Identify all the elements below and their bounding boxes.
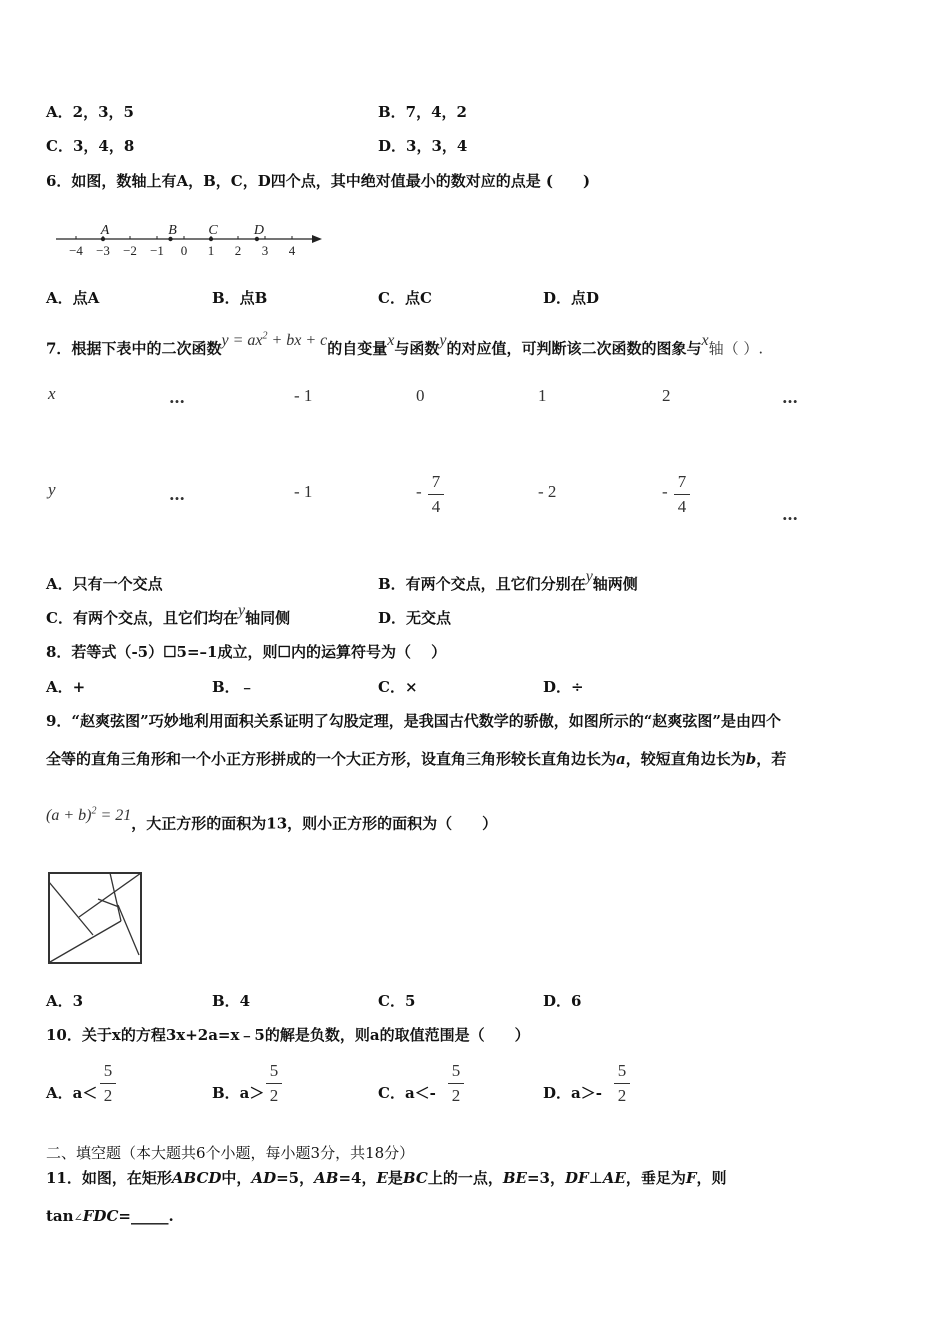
q7-stem-mid1: 的自变量	[327, 339, 388, 358]
q10-option-d: D．a＞-	[543, 1084, 602, 1102]
q9-stem-line1: 9．“赵爽弦图”巧妙地利用面积关系证明了勾股定理，是我国古代数学的骄傲，如图所示的“赵爽弦图”是由四个	[46, 712, 781, 730]
q5-option-b: B．7，4，2	[378, 103, 467, 121]
tick-label: −3	[96, 243, 110, 258]
q7-option-d: D．无交点	[378, 609, 452, 627]
q10-option-d-fraction: 5 2	[614, 1060, 630, 1107]
q7-x-cell: 1	[538, 386, 547, 405]
number-line-figure	[50, 218, 330, 264]
q7-y-frac-minus: -	[662, 482, 668, 501]
q5-option-c: C．3，4，8	[46, 137, 135, 155]
q7-y-cell: - 1	[294, 482, 313, 501]
tick-label: 2	[234, 243, 242, 258]
section-2-title: 二、填空题（本大题共6个小题，每小题3分，共18分）	[46, 1144, 415, 1162]
tick-label: −1	[150, 243, 164, 258]
q7-var-x2: x	[701, 332, 709, 350]
q8-option-b: B．﹣	[212, 678, 255, 696]
q8-option-d: D．÷	[543, 678, 584, 696]
q10-option-b: B．a＞	[212, 1084, 265, 1102]
tick-label: −2	[123, 243, 137, 258]
number-line-arrow	[312, 235, 322, 243]
q9-equation: $(a + b)^2 = 21$	[46, 806, 132, 825]
q7-var-x: x	[387, 332, 395, 350]
q6-option-a: A．点A	[46, 289, 100, 307]
q11-stem-line1: 11．如图，在矩形ABCD中，AD=5，AB=4，E是BC上的一点，BE=3，DF⊥AE，垂足为F，则	[46, 1169, 727, 1187]
q7-x-cell: …	[169, 388, 185, 407]
q7-y-cell: …	[169, 485, 185, 504]
q10-option-c: C．a＜-	[378, 1084, 436, 1102]
q9-option-c: C．5	[378, 992, 416, 1010]
q10-option-c-fraction: 5 2	[448, 1060, 464, 1107]
zhao-shuang-diagram	[46, 870, 144, 966]
tick-label: 3	[261, 243, 269, 258]
q7-row-x-label: x	[48, 384, 56, 403]
q6-option-c: C．点C	[378, 289, 432, 307]
q9-option-b: B．4	[212, 992, 251, 1010]
tick-label: 4	[288, 243, 296, 258]
q8-option-a: A．+	[46, 678, 86, 696]
point-label-b: B	[168, 223, 177, 238]
q7-stem-pre: 7．根据下表中的二次函数	[46, 339, 222, 358]
q7-y-cell: - 2	[538, 482, 557, 501]
q6-stem: 6．如图，数轴上有A，B，C，D四个点，其中绝对值最小的数对应的点是 ( )	[46, 172, 591, 190]
q7-stem	[46, 331, 764, 359]
q5-option-a: A．2，3，5	[46, 103, 134, 121]
inner-triangles	[49, 873, 141, 962]
q10-option-b-fraction: 5 2	[266, 1060, 282, 1107]
q5-option-d: D．3，3，4	[378, 137, 468, 155]
q10-stem: 10．关于x的方程3x+2a=x﹣5的解是负数，则a的取值范围是（ ）	[46, 1026, 530, 1044]
q10-option-a-fraction: 5 2	[100, 1060, 116, 1107]
q7-y-fraction: 7 4	[674, 471, 690, 518]
q9-option-a: A．3	[46, 992, 84, 1010]
q7-stem-end: 轴（ ）.	[708, 339, 764, 358]
q7-option-a: A．只有一个交点	[46, 575, 163, 593]
q7-stem-mid2: 与函数	[394, 339, 440, 358]
q7-y-frac-minus: -	[416, 482, 422, 501]
point-label-a: A	[100, 223, 110, 238]
q7-option-c: C．有两个交点，且它们均在y轴同侧	[46, 602, 291, 627]
tick-label: 0	[180, 243, 188, 258]
q9-stem-line2: 全等的直角三角形和一个小正方形拼成的一个大正方形，设直角三角形较长直角边长为a，较短直角边长为b，若	[46, 750, 787, 768]
q9-option-d: D．6	[543, 992, 582, 1010]
q7-y-fraction: 7 4	[428, 471, 444, 518]
point-label-d: D	[253, 223, 264, 238]
q6-option-b: B．点B	[212, 289, 268, 307]
q7-x-cell: …	[782, 388, 798, 407]
tick-label: −4	[69, 243, 83, 258]
q7-function-formula: $y = ax^2$ + bx + c	[221, 331, 328, 350]
big-square	[49, 873, 141, 963]
point-label-c: C	[208, 223, 218, 238]
q7-x-cell: 0	[416, 386, 425, 405]
tick-label: 1	[207, 243, 215, 258]
q6-option-d: D．点D	[543, 289, 600, 307]
q8-stem: 8．若等式（-5）☐5=–1成立，则☐内的运算符号为（ ）	[46, 643, 447, 661]
q10-option-a: A．a＜	[46, 1084, 98, 1102]
q8-option-c: C．×	[378, 678, 418, 696]
q7-var-y: y	[439, 332, 447, 350]
q7-row-y-label: y	[48, 480, 56, 499]
q11-stem-line2: tan∠FDC=_____.	[46, 1207, 174, 1225]
q7-y-cell: …	[782, 505, 798, 524]
q7-x-cell: - 1	[294, 386, 313, 405]
q9-stem-line3: $(a + b)^2 = 21$，大正方形的面积为13，则小正方形的面积为（ ）	[46, 806, 498, 833]
q7-option-b: B．有两个交点，且它们分别在y轴两侧	[378, 568, 638, 593]
q7-x-cell: 2	[662, 386, 671, 405]
q7-stem-mid3: 的对应值，可判断该二次函数的图象与	[446, 339, 702, 358]
